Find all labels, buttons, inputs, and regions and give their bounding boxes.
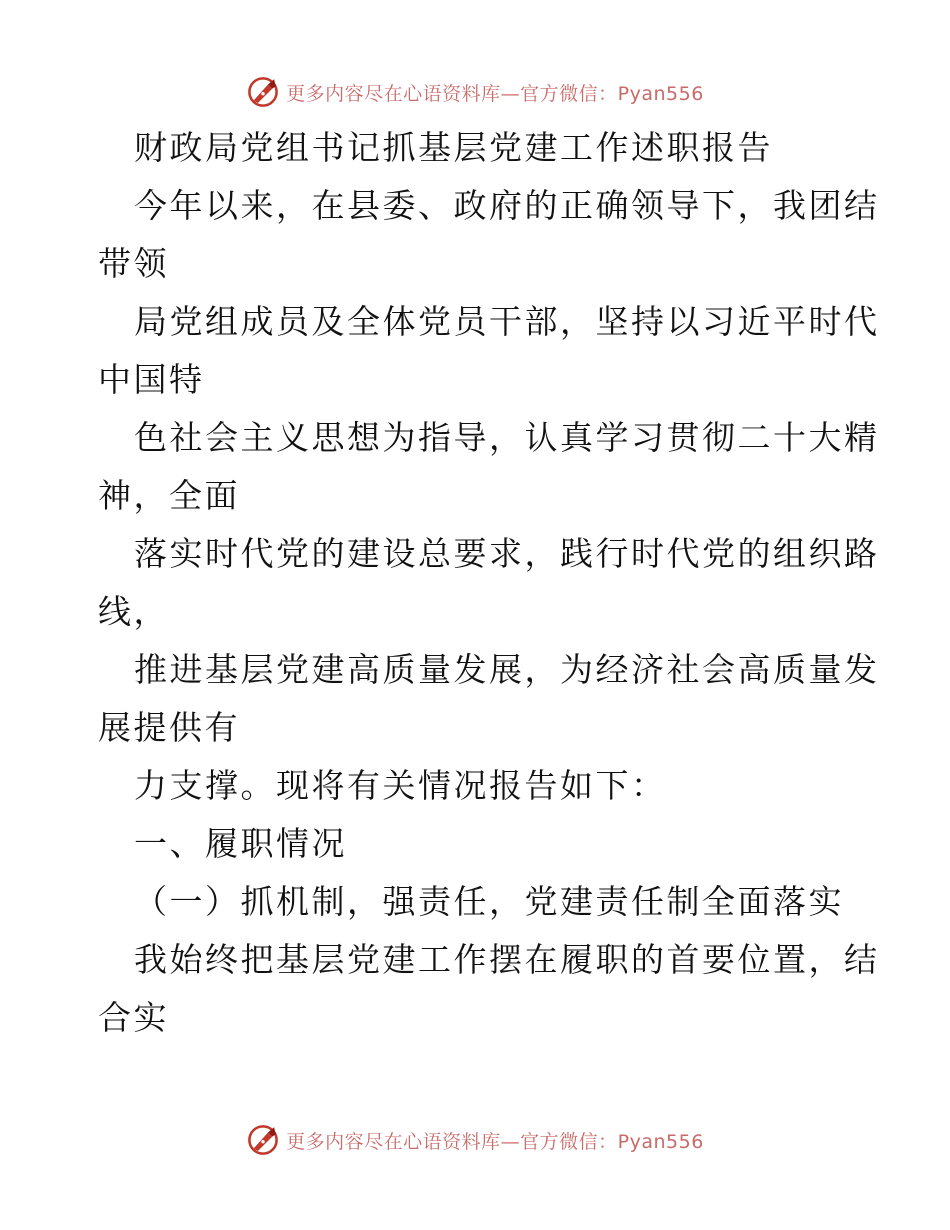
paragraph-line: 神，全面	[98, 476, 240, 515]
paragraph-line: 合实	[98, 998, 169, 1037]
paragraph-line: 线，	[98, 592, 169, 631]
document-title: 财政局党组书记抓基层党建工作述职报告	[134, 128, 773, 167]
footer-watermark	[0, 1120, 950, 1160]
paragraph-line: 中国特	[98, 360, 205, 399]
subsection-heading: （一）抓机制，强责任，党建责任制全面落实	[134, 882, 844, 921]
pen-nib-logo-icon	[246, 1123, 280, 1157]
watermark-text: 更多内容尽在心语资料库—官方微信：Pyan556	[286, 82, 704, 105]
section-heading: 一、履职情况	[134, 824, 347, 863]
paragraph-line: 带领	[98, 244, 169, 283]
paragraph-line: 展提供有	[98, 708, 240, 747]
paragraph-line: 力支撑。现将有关情况报告如下：	[134, 766, 667, 805]
watermark-text: 更多内容尽在心语资料库—官方微信：Pyan556	[286, 1130, 704, 1153]
paragraph-line: 今年以来，在县委、政府的正确领导下，我团结	[134, 186, 880, 225]
paragraph-line: 落实时代党的建设总要求，践行时代党的组织路	[134, 534, 880, 573]
paragraph-line: 色社会主义思想为指导，认真学习贯彻二十大精	[134, 418, 880, 457]
paragraph-line: 我始终把基层党建工作摆在履职的首要位置，结	[134, 940, 880, 979]
paragraph-line: 局党组成员及全体党员干部，坚持以习近平时代	[134, 302, 880, 341]
paragraph-line: 推进基层党建高质量发展，为经济社会高质量发	[134, 650, 880, 689]
header-watermark	[0, 72, 950, 112]
pen-nib-logo-icon	[246, 75, 280, 109]
